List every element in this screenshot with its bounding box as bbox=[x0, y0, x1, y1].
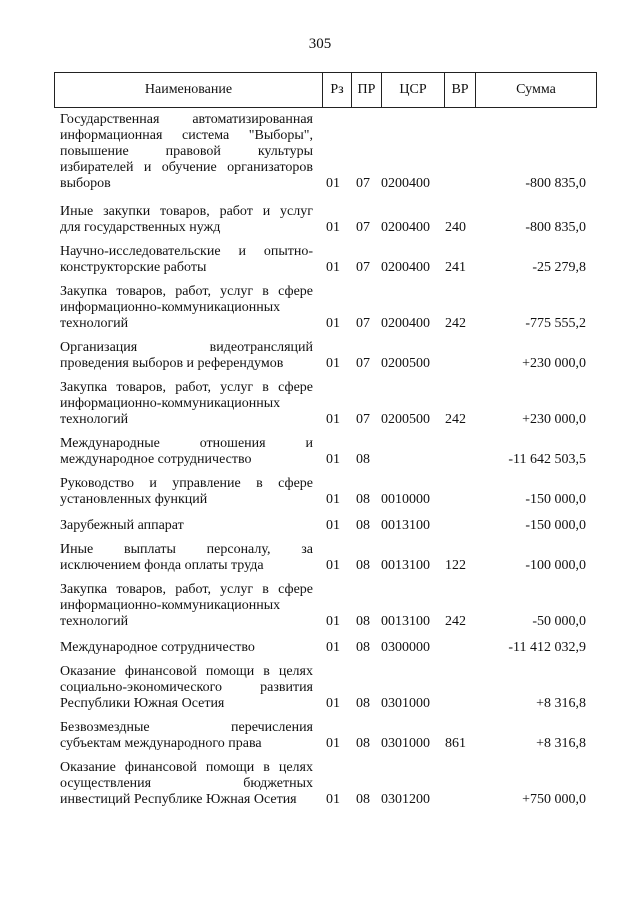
row-name-line: технологий bbox=[60, 316, 129, 331]
row-csr: 0301000 bbox=[381, 736, 430, 751]
row-name-line: выборов bbox=[60, 176, 111, 191]
row-sum: -800 835,0 bbox=[525, 220, 586, 235]
row-name-line: Руководство и управление в сфере bbox=[60, 476, 313, 491]
row-csr: 0200400 bbox=[381, 260, 430, 275]
row-csr: 0301000 bbox=[381, 696, 430, 711]
row-name-line: Международное сотрудничество bbox=[60, 640, 255, 655]
row-vr: 122 bbox=[445, 558, 466, 573]
row-name-line: информационная система "Выборы", bbox=[60, 128, 313, 143]
page-number: 305 bbox=[308, 36, 332, 52]
row-sum: -11 412 032,9 bbox=[508, 640, 586, 655]
table-row bbox=[0, 436, 640, 468]
row-name bbox=[60, 204, 313, 236]
row-pr: 08 bbox=[356, 492, 370, 507]
row-pr: 08 bbox=[356, 452, 370, 467]
row-sum: -775 555,2 bbox=[525, 316, 586, 331]
row-rz: 01 bbox=[326, 736, 340, 751]
row-name bbox=[60, 476, 313, 508]
row-sum: +230 000,0 bbox=[522, 356, 586, 371]
row-name-line: для государственных нужд bbox=[60, 220, 221, 235]
table-row bbox=[0, 476, 640, 508]
header-name: Наименование bbox=[55, 73, 323, 107]
row-vr: 240 bbox=[445, 220, 466, 235]
row-name-line: Закупка товаров, работ, услуг в сфере bbox=[60, 582, 313, 597]
row-sum: -11 642 503,5 bbox=[508, 452, 586, 467]
row-rz: 01 bbox=[326, 356, 340, 371]
row-name-line: проведения выборов и референдумов bbox=[60, 356, 284, 371]
row-sum: +230 000,0 bbox=[522, 412, 586, 427]
row-name-line: избирателей и обучение организаторов bbox=[60, 160, 313, 175]
row-name bbox=[60, 112, 313, 192]
row-sum: -150 000,0 bbox=[525, 518, 586, 533]
row-name-line: Безвозмездные перечисления bbox=[60, 720, 313, 735]
row-csr: 0013100 bbox=[381, 558, 430, 573]
row-vr: 242 bbox=[445, 614, 466, 629]
row-rz: 01 bbox=[326, 614, 340, 629]
header-sum: Сумма bbox=[516, 82, 556, 97]
table-row bbox=[0, 284, 640, 332]
row-name-line: Организация видеотрансляций bbox=[60, 340, 313, 355]
row-sum: +8 316,8 bbox=[536, 696, 586, 711]
row-name-line: инвестиций Республике Южная Осетия bbox=[60, 792, 297, 807]
row-name-line: Оказание финансовой помощи в целях bbox=[60, 760, 313, 775]
row-sum: -50 000,0 bbox=[532, 614, 586, 629]
table-row bbox=[0, 340, 640, 372]
table-row bbox=[0, 542, 640, 574]
row-vr: 242 bbox=[445, 412, 466, 427]
row-name-line: информационно-коммуникационных bbox=[60, 598, 281, 613]
row-csr: 0200400 bbox=[381, 316, 430, 331]
table-row bbox=[0, 640, 640, 656]
row-name-line: информационно-коммуникационных bbox=[60, 396, 281, 411]
row-name bbox=[60, 760, 313, 808]
row-name-line: Зарубежный аппарат bbox=[60, 518, 184, 533]
header-pr: ПР bbox=[352, 73, 382, 107]
row-name-line: Республики Южная Осетия bbox=[60, 696, 225, 711]
row-name-line: конструкторские работы bbox=[60, 260, 207, 275]
row-name-line: Государственная автоматизированная bbox=[60, 112, 313, 127]
row-name-line: Иные выплаты персоналу, за bbox=[60, 542, 313, 557]
row-name bbox=[60, 380, 313, 428]
header-csr: ЦСР bbox=[382, 73, 445, 107]
header-rz: Рз bbox=[323, 73, 352, 107]
row-vr: 241 bbox=[445, 260, 466, 275]
row-pr: 07 bbox=[356, 176, 370, 191]
row-name-line: международное сотрудничество bbox=[60, 452, 252, 467]
table-row bbox=[0, 204, 640, 236]
table-row bbox=[0, 760, 640, 808]
row-pr: 08 bbox=[356, 518, 370, 533]
row-name-line: Оказание финансовой помощи в целях bbox=[60, 664, 313, 679]
row-name bbox=[60, 244, 313, 276]
row-name bbox=[60, 664, 313, 712]
row-pr: 08 bbox=[356, 640, 370, 655]
row-pr: 07 bbox=[356, 260, 370, 275]
table-row bbox=[0, 518, 640, 534]
row-name-line: Международные отношения и bbox=[60, 436, 313, 451]
row-name-line: установленных функций bbox=[60, 492, 208, 507]
row-rz: 01 bbox=[326, 696, 340, 711]
row-csr: 0013100 bbox=[381, 518, 430, 533]
row-name-line: Закупка товаров, работ, услуг в сфере bbox=[60, 380, 313, 395]
row-pr: 07 bbox=[356, 316, 370, 331]
row-rz: 01 bbox=[326, 176, 340, 191]
header-vr: ВР bbox=[445, 73, 476, 107]
row-name bbox=[60, 340, 313, 372]
row-name-line: Закупка товаров, работ, услуг в сфере bbox=[60, 284, 313, 299]
row-sum: -100 000,0 bbox=[525, 558, 586, 573]
row-sum: +8 316,8 bbox=[536, 736, 586, 751]
row-rz: 01 bbox=[326, 492, 340, 507]
row-sum: -25 279,8 bbox=[532, 260, 586, 275]
row-rz: 01 bbox=[326, 452, 340, 467]
row-name-line: исключением фонда оплаты труда bbox=[60, 558, 264, 573]
row-name-line: социально-экономического развития bbox=[60, 680, 313, 695]
row-name bbox=[60, 518, 313, 534]
row-pr: 08 bbox=[356, 614, 370, 629]
row-name-line: повышение правовой культуры bbox=[60, 144, 313, 159]
table-row bbox=[0, 720, 640, 752]
row-vr: 242 bbox=[445, 316, 466, 331]
row-rz: 01 bbox=[326, 260, 340, 275]
row-pr: 07 bbox=[356, 220, 370, 235]
row-csr: 0301200 bbox=[381, 792, 430, 807]
table-row bbox=[0, 380, 640, 428]
row-csr: 0200500 bbox=[381, 412, 430, 427]
row-name-line: Научно-исследовательские и опытно- bbox=[60, 244, 313, 259]
row-name-line: субъектам международного права bbox=[60, 736, 262, 751]
row-name bbox=[60, 640, 313, 656]
row-csr: 0013100 bbox=[381, 614, 430, 629]
row-name bbox=[60, 582, 313, 630]
table-row bbox=[0, 244, 640, 276]
row-name bbox=[60, 542, 313, 574]
row-csr: 0200400 bbox=[381, 176, 430, 191]
table-row bbox=[0, 112, 640, 192]
row-name-line: Иные закупки товаров, работ и услуг bbox=[60, 204, 313, 219]
row-pr: 07 bbox=[356, 356, 370, 371]
row-rz: 01 bbox=[326, 640, 340, 655]
row-pr: 07 bbox=[356, 412, 370, 427]
row-pr: 08 bbox=[356, 696, 370, 711]
row-sum: -150 000,0 bbox=[525, 492, 586, 507]
row-csr: 0200400 bbox=[381, 220, 430, 235]
row-sum: -800 835,0 bbox=[525, 176, 586, 191]
row-pr: 08 bbox=[356, 558, 370, 573]
row-rz: 01 bbox=[326, 518, 340, 533]
row-name-line: технологий bbox=[60, 614, 129, 629]
row-rz: 01 bbox=[326, 558, 340, 573]
table-row bbox=[0, 582, 640, 630]
table-row bbox=[0, 664, 640, 712]
table-header bbox=[54, 72, 597, 108]
row-rz: 01 bbox=[326, 412, 340, 427]
row-csr: 0200500 bbox=[381, 356, 430, 371]
row-name-line: технологий bbox=[60, 412, 129, 427]
row-rz: 01 bbox=[326, 220, 340, 235]
row-rz: 01 bbox=[326, 316, 340, 331]
row-csr: 0300000 bbox=[381, 640, 430, 655]
row-csr: 0010000 bbox=[381, 492, 430, 507]
row-rz: 01 bbox=[326, 792, 340, 807]
row-name bbox=[60, 284, 313, 332]
row-name-line: осуществления бюджетных bbox=[60, 776, 313, 791]
row-pr: 08 bbox=[356, 792, 370, 807]
row-sum: +750 000,0 bbox=[522, 792, 586, 807]
row-vr: 861 bbox=[445, 736, 466, 751]
row-name-line: информационно-коммуникационных bbox=[60, 300, 281, 315]
row-name bbox=[60, 720, 313, 752]
row-pr: 08 bbox=[356, 736, 370, 751]
row-name bbox=[60, 436, 313, 468]
